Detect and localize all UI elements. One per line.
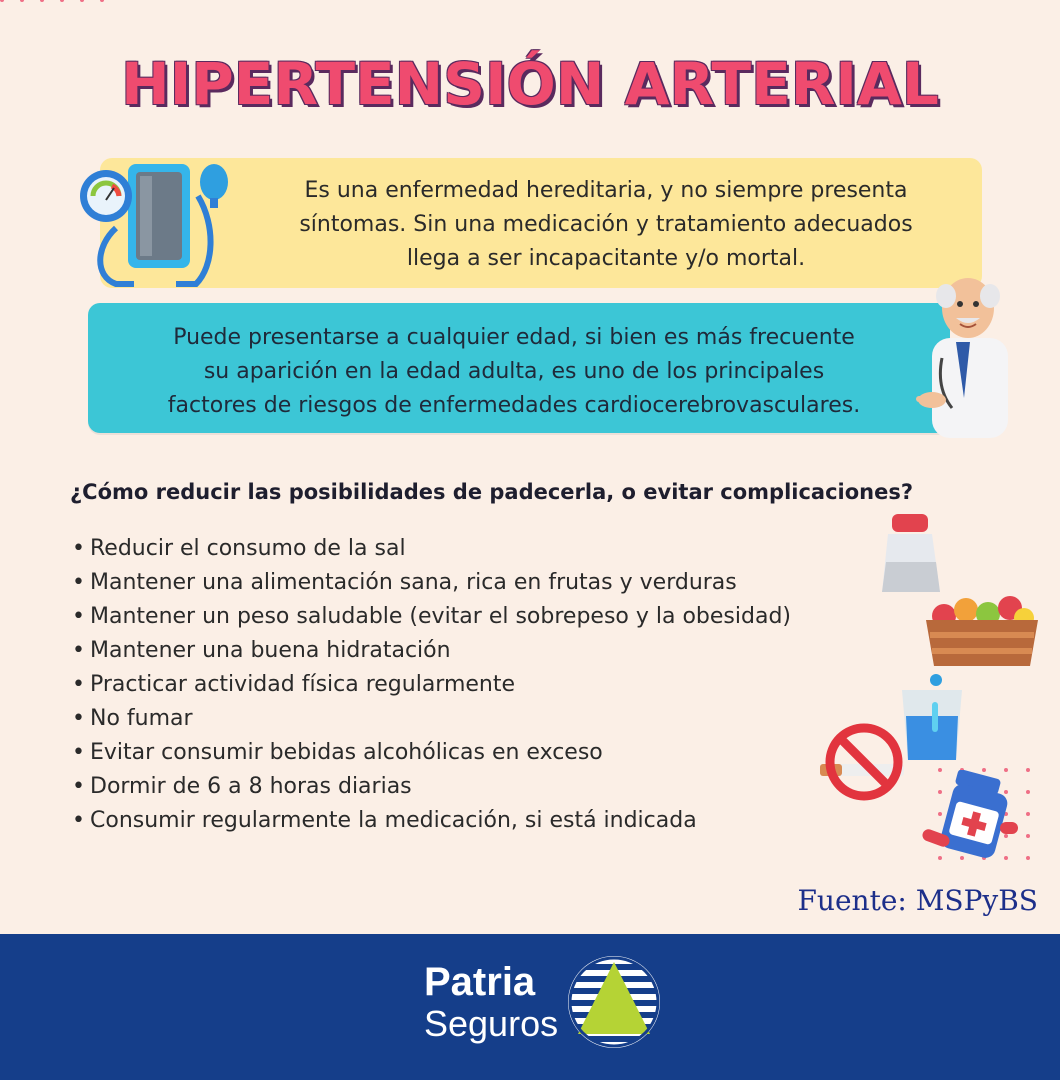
text-line: su aparición en la edad adulta, es uno de los principales [203, 359, 825, 384]
decorative-dots-top [0, 0, 106, 2]
list-item: • Mantener una alimentación sana, rica en frutas y verduras [72, 570, 737, 595]
brand-wordmark [424, 962, 558, 1042]
patria-logo-icon [566, 954, 662, 1050]
list-item: • Consumir regularmente la medicación, si está indicada [72, 808, 697, 833]
list-item: • Evitar consumir bebidas alcohólicas en exceso [72, 740, 603, 765]
tip-text: Reducir el consumo de la sal [90, 536, 406, 561]
tip-text: Practicar actividad física regularmente [90, 672, 516, 697]
fruit-crate-icon [920, 590, 1044, 672]
prevention-tips-list [72, 532, 791, 838]
tip-text: Mantener un peso saludable (evitar el sobrepeso y la obesidad) [90, 604, 791, 629]
page-title: HIPERTENSIÓN ARTERIAL [121, 50, 939, 118]
list-item: • Practicar actividad física regularmente [72, 672, 516, 697]
source-label: Fuente: MSPyBS [797, 884, 1038, 917]
brand-line-1: Patria [424, 960, 536, 1004]
salt-shaker-icon [874, 512, 946, 598]
list-item: • Mantener una buena hidratación [72, 638, 451, 663]
prevention-question: ¿Cómo reducir las posibilidades de padecerla, o evitar complicaciones? [70, 480, 914, 504]
blood-pressure-monitor-icon [76, 156, 236, 296]
tip-text: Dormir de 6 a 8 horas diarias [90, 774, 412, 799]
text-line: Puede presentarse a cualquier edad, si bien es más frecuente [173, 325, 855, 350]
text-line: Es una enfermedad hereditaria, y no siempre presenta [304, 178, 908, 203]
medicine-bottle-icon [920, 770, 1020, 862]
footer-brand-bar [0, 934, 1060, 1080]
doctor-illustration [912, 268, 1012, 438]
info-card-text [250, 174, 962, 276]
info-card-text [102, 321, 926, 423]
list-item: • Dormir de 6 a 8 horas diarias [72, 774, 412, 799]
text-line: síntomas. Sin una medicación y tratamiento adecuados [299, 212, 913, 237]
tip-text: Mantener una buena hidratación [90, 638, 451, 663]
tip-text: Mantener una alimentación sana, rica en frutas y verduras [90, 570, 737, 595]
no-smoking-icon [818, 722, 914, 806]
list-item: • Reducir el consumo de la sal [72, 536, 406, 561]
tip-text: Consumir regularmente la medicación, si está indicada [90, 808, 697, 833]
text-line: llega a ser incapacitante y/o mortal. [406, 246, 806, 271]
info-card-age [88, 303, 950, 433]
list-item: • No fumar [72, 706, 193, 731]
tip-text: No fumar [90, 706, 193, 731]
brand-line-2: Seguros [424, 1003, 559, 1044]
tip-text: Evitar consumir bebidas alcohólicas en exceso [90, 740, 603, 765]
list-item: • Mantener un peso saludable (evitar el sobrepeso y la obesidad) [72, 604, 791, 629]
text-line: factores de riesgos de enfermedades cardiocerebrovasculares. [167, 393, 861, 418]
